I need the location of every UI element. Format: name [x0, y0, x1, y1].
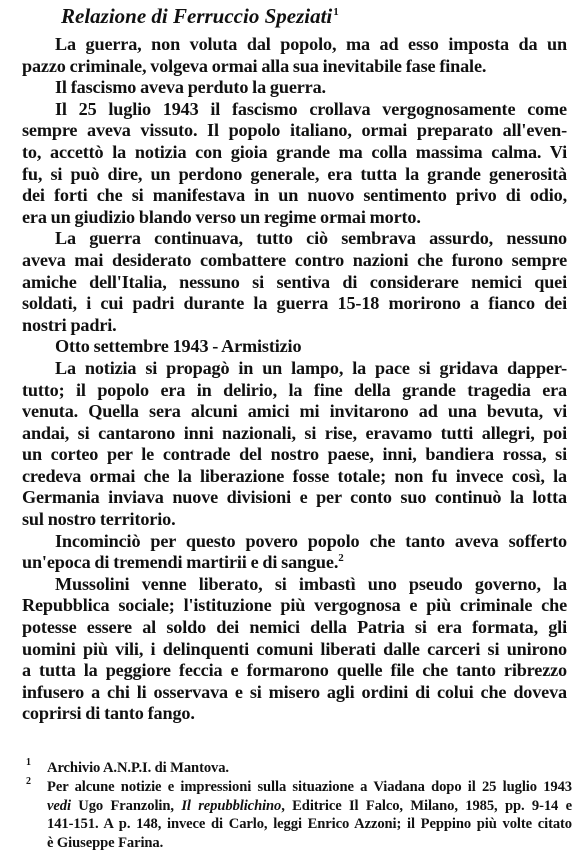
footnote-line: Archivio A.N.P.I. di Mantova. [47, 760, 229, 776]
text-line: Il fascismo aveva perduto la guerra. [55, 77, 326, 98]
footnote-mark: 2 [26, 776, 31, 788]
text-line: sul nostro territorio. [22, 509, 176, 530]
text-line: dei forti che si manifestava in un nuovo sentimento privo di odio, [22, 185, 567, 206]
text-line: amiche dell'Italia, nessuno si sentiva di considerare nemici quei [22, 271, 567, 292]
paragraph [22, 336, 567, 358]
book-title: Il repubblichino [181, 797, 282, 814]
text-line: tutto; il popolo era in delirio, la fine della grande tragedia era [22, 379, 567, 400]
footnote-italic: vedi [47, 797, 71, 814]
text-line: Il 25 luglio 1943 il fascismo crollava vergognosamente come [55, 98, 567, 119]
footnote-line: Per alcune notizie e impressioni sulla situazione a Viadana dopo il 25 luglio 1943 [47, 779, 572, 796]
text-line: Otto settembre 1943 - Armistizio [55, 336, 302, 357]
paragraph [22, 574, 567, 725]
document-title [61, 4, 339, 29]
text-line: potesse essere al soldo dei nemici della Patria si era formata, gli [22, 617, 567, 638]
text-line: uomini più vili, i delinquenti comuni liberati dalle carceri si unirono [22, 638, 567, 659]
text-line: Mussolini venne liberato, si imbastì uno pseudo governo, la [55, 573, 567, 594]
footnote-line: è Giuseppe Farina. [47, 834, 164, 851]
text-line: infusero a chi li osservava e si misero agli ordini di colui che doveva [22, 681, 567, 702]
text-line: to, accettò la notizia con gioia grande ma colla massima calma. Vi [22, 141, 567, 162]
footnote-line: 141-151. A p. 148, invece di Carlo, leggi Enrico Azzoni; il Peppino più volte citato [47, 816, 572, 833]
text-line: fu, si può dire, un perdono generale, era tutta la grande generosità [22, 163, 567, 184]
text-line: La guerra, non voluta dal popolo, ma ad esso imposta da un [55, 34, 567, 54]
text-line: pazzo criminale, volgeva ormai alla sua inevitabile fase finale. [22, 55, 487, 76]
footnote-ref-1: 1 [333, 6, 339, 18]
footnote-text: Ugo Franzolin, [70, 797, 182, 814]
text-line-content: un'epoca di tremendi martirii e di sangue. [22, 552, 339, 573]
paragraph [22, 228, 567, 336]
text-line: Repubblica sociale; l'istituzione più vergognosa e più criminale che [22, 595, 567, 616]
footnotes [22, 759, 572, 852]
paragraph [22, 77, 567, 99]
text-line: sempre aveva vissuto. Il popolo italiano, ormai preparato all'even- [22, 120, 567, 141]
footnote-ref-2: 2 [338, 552, 344, 565]
text-line: La notizia si propagò in un lampo, la pace si gridava dapper- [55, 357, 567, 378]
text-line: nostri padri. [22, 314, 117, 335]
text-line: soldati, i cui padri durante la guerra 15-18 morirono a fianco dei [22, 293, 567, 314]
footnote-2 [22, 778, 572, 852]
paragraph [22, 34, 567, 77]
text-line: venuta. Quella sera alcuni amici mi invitarono ad una bevuta, vi [22, 401, 567, 422]
footnote-1 [22, 759, 572, 777]
paragraph [22, 99, 567, 229]
footnote-line [22, 797, 572, 815]
title-text: Relazione di Ferruccio Speziati [61, 4, 333, 28]
paragraph [22, 358, 567, 531]
footnote-mark: 1 [26, 757, 31, 768]
text-line: Incominciò per questo povero popolo che tanto aveva sofferto [55, 530, 567, 551]
text-line: credeva ormai che la liberazione fosse totale; non fu invece così, la [22, 465, 567, 486]
text-line: a tutta la peggiore feccia e formarono quelle file che tanto ribrezzo [22, 660, 567, 681]
text-line: coprirsi di tanto fango. [22, 703, 195, 724]
document-body [22, 34, 567, 725]
text-line [22, 552, 567, 574]
text-line: La guerra continuava, tutto ciò sembrava assurdo, nessuno [55, 228, 567, 249]
text-line: andai, si cantarono inni nazionali, si rise, eravamo tutti allegri, poi [22, 422, 567, 443]
footnote-text: , Editrice Il Falco, Milano, 1985, pp. 9-14 e [281, 797, 572, 814]
text-line: Germania inviava nuove divisioni e per conto suo continuò la lotta [22, 487, 567, 508]
text-line: era un giudizio blando verso un regime ormai morto. [22, 206, 421, 227]
paragraph [22, 531, 567, 574]
text-line: un corteo per le contrade del nostro paese, inni, bandiera rossa, si [22, 444, 567, 465]
text-line: aveva mai desiderato combattere contro nazioni che furono sempre [22, 249, 567, 270]
